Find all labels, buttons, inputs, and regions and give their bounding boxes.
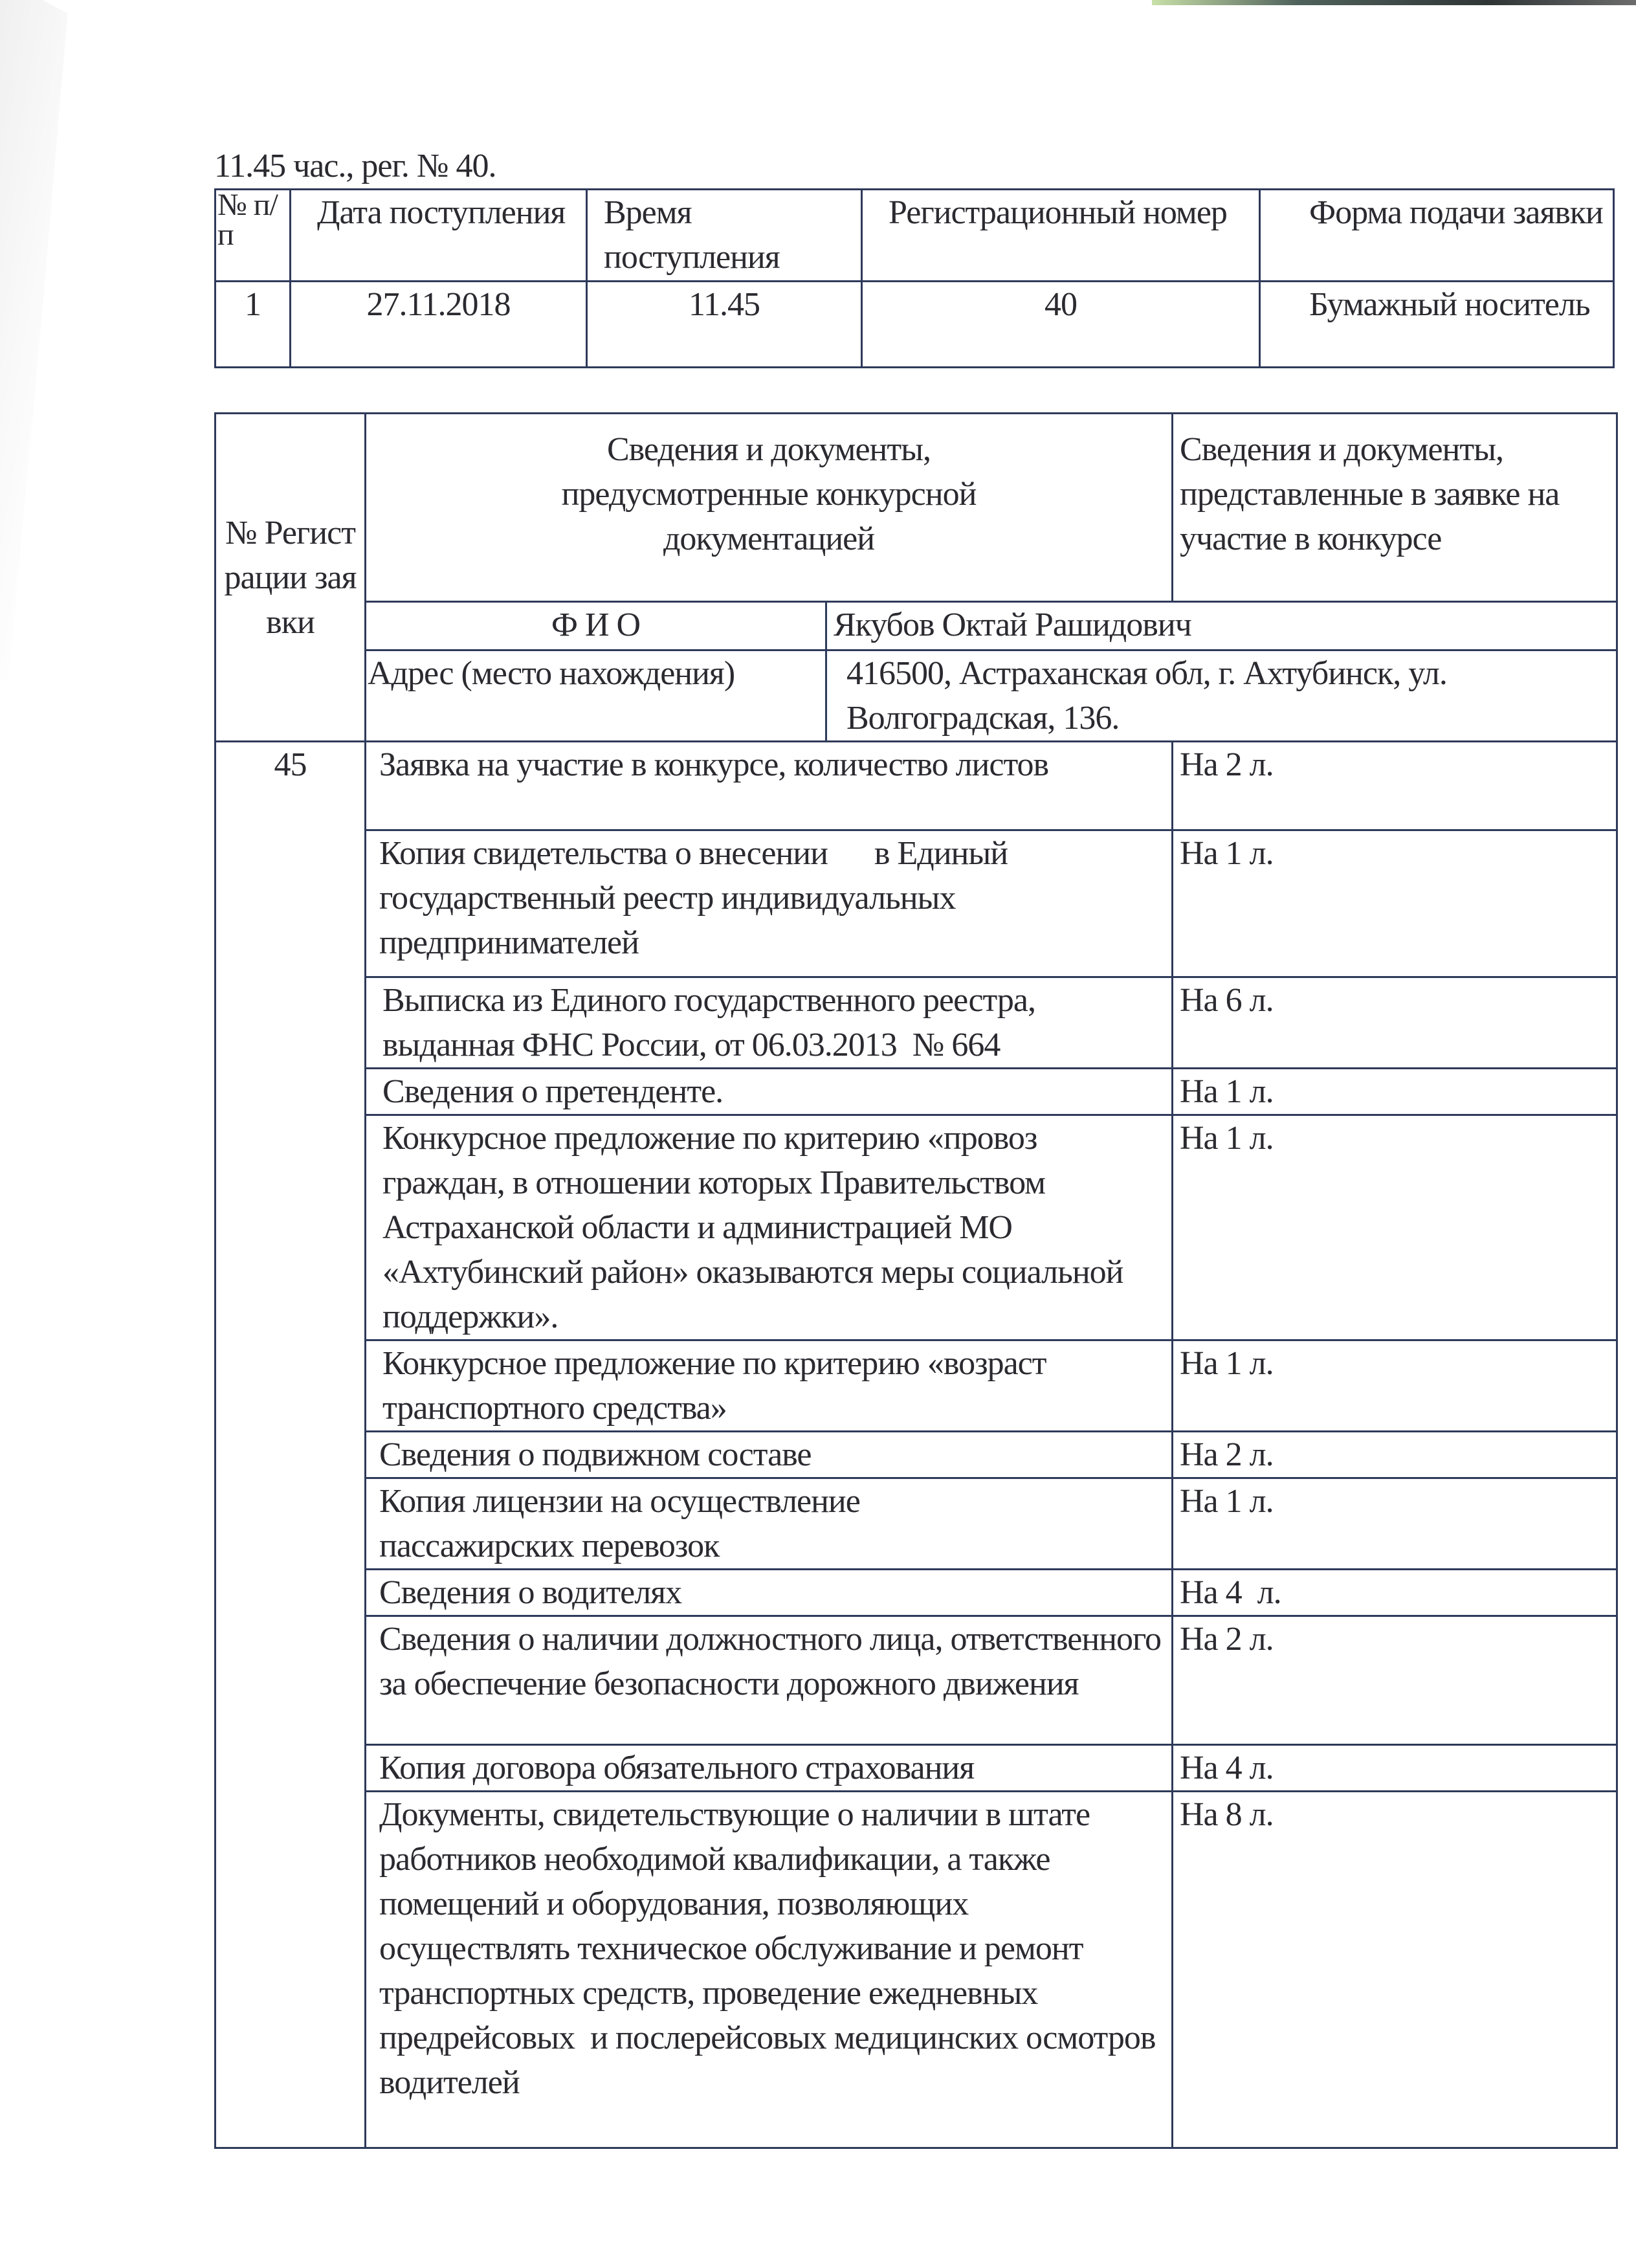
table-row bbox=[216, 1792, 1617, 2148]
table-row bbox=[216, 1432, 1617, 1478]
header-required: Сведения и документы, предусмотренные конкурсной документацией bbox=[366, 414, 1173, 602]
document-pages: На 1 л. bbox=[1173, 1115, 1617, 1340]
table-row bbox=[216, 1570, 1617, 1616]
receipt-table bbox=[214, 188, 1615, 368]
table-row bbox=[216, 1340, 1617, 1432]
document-pages: На 6 л. bbox=[1173, 977, 1617, 1069]
receipt-header-row bbox=[216, 190, 1614, 282]
table-row bbox=[216, 282, 1614, 368]
fio-row bbox=[216, 602, 1617, 650]
fio-value: Якубов Октай Рашидович bbox=[826, 602, 1617, 650]
document-name: Документы, свидетельствующие о наличии в штате работников необходимой квалификации, а также помещений и оборудования, позволяющих осуществлять техническое обслуживание и ремонт транспортных средств, проведение ежедневных предрейсовых и послерейсовых медицинских осмотров водителей bbox=[366, 1792, 1173, 2148]
documents-table bbox=[214, 412, 1618, 2149]
table-row bbox=[216, 1115, 1617, 1340]
document-pages: На 1 л. bbox=[1173, 1478, 1617, 1570]
document-name: Сведения о претенденте. bbox=[366, 1069, 1173, 1115]
document-name: Сведения о водителях bbox=[366, 1570, 1173, 1616]
document-pages: На 2 л. bbox=[1173, 1432, 1617, 1478]
document-pages: На 4 л. bbox=[1173, 1570, 1617, 1616]
document-name: Сведения о наличии должностного лица, ответственного за обеспечение безопасности дорожного движения bbox=[366, 1616, 1173, 1745]
address-value: 416500, Астраханская обл, г. Ахтубинск, ул. Волгоградская, 136. bbox=[826, 650, 1617, 742]
document-name: Выписка из Единого государственного реестра, выданная ФНС России, от 06.03.2013 № 664 bbox=[366, 977, 1173, 1069]
address-row bbox=[216, 650, 1617, 742]
header-reg: № Регистрации заявки bbox=[216, 414, 366, 742]
table-row bbox=[216, 1069, 1617, 1115]
document-name: Сведения о подвижном составе bbox=[366, 1432, 1173, 1478]
document-pages: На 4 л. bbox=[1173, 1745, 1617, 1792]
header-form: Форма подачи заявки bbox=[1260, 190, 1614, 282]
reg-number: 45 bbox=[216, 742, 366, 2148]
header-submitted: Сведения и документы, представленные в заявке на участие в конкурсе bbox=[1173, 414, 1617, 602]
header-date: Дата поступления bbox=[291, 190, 587, 282]
fio-label: Ф И О bbox=[366, 602, 826, 650]
document-name: Конкурсное предложение по критерию «возраст транспортного средства» bbox=[366, 1340, 1173, 1432]
document-name: Копия свидетельства о внесении в Единый государственный реестр индивидуальных предпринимателей bbox=[366, 830, 1173, 977]
table-row bbox=[216, 742, 1617, 830]
document-pages: На 1 л. bbox=[1173, 830, 1617, 977]
document-name: Заявка на участие в конкурсе, количество листов bbox=[366, 742, 1173, 830]
header-num: № п/п bbox=[216, 190, 291, 282]
table-row bbox=[216, 830, 1617, 977]
document-pages: На 1 л. bbox=[1173, 1069, 1617, 1115]
document-pages: На 2 л. bbox=[1173, 742, 1617, 830]
scan-edge-top bbox=[1152, 0, 1636, 5]
documents-header-row bbox=[216, 414, 1617, 602]
header-time: Время поступления bbox=[587, 190, 862, 282]
intro-line: 11.45 час., рег. № 40. bbox=[214, 148, 496, 184]
table-row bbox=[216, 1478, 1617, 1570]
cell-form: Бумажный носитель bbox=[1260, 282, 1614, 368]
cell-date: 27.11.2018 bbox=[291, 282, 587, 368]
cell-reg-number: 40 bbox=[862, 282, 1260, 368]
table-row bbox=[216, 1745, 1617, 1792]
document-name: Копия лицензии на осуществление пассажирских перевозок bbox=[366, 1478, 1173, 1570]
document-pages: На 2 л. bbox=[1173, 1616, 1617, 1745]
cell-num: 1 bbox=[216, 282, 291, 368]
document-name: Копия договора обязательного страхования bbox=[366, 1745, 1173, 1792]
document-name: Конкурсное предложение по критерию «провоз граждан, в отношении которых Правительством Астраханской области и администрацией МО «Ахтубинский район» оказываются меры социальной поддержки». bbox=[366, 1115, 1173, 1340]
header-reg-number: Регистрационный номер bbox=[862, 190, 1260, 282]
cell-time: 11.45 bbox=[587, 282, 862, 368]
table-row bbox=[216, 1616, 1617, 1745]
document-pages: На 8 л. bbox=[1173, 1792, 1617, 2148]
document-pages: На 1 л. bbox=[1173, 1340, 1617, 1432]
address-label: Адрес (место нахождения) bbox=[366, 650, 826, 742]
scan-shadow-left bbox=[0, 0, 71, 680]
table-row bbox=[216, 977, 1617, 1069]
